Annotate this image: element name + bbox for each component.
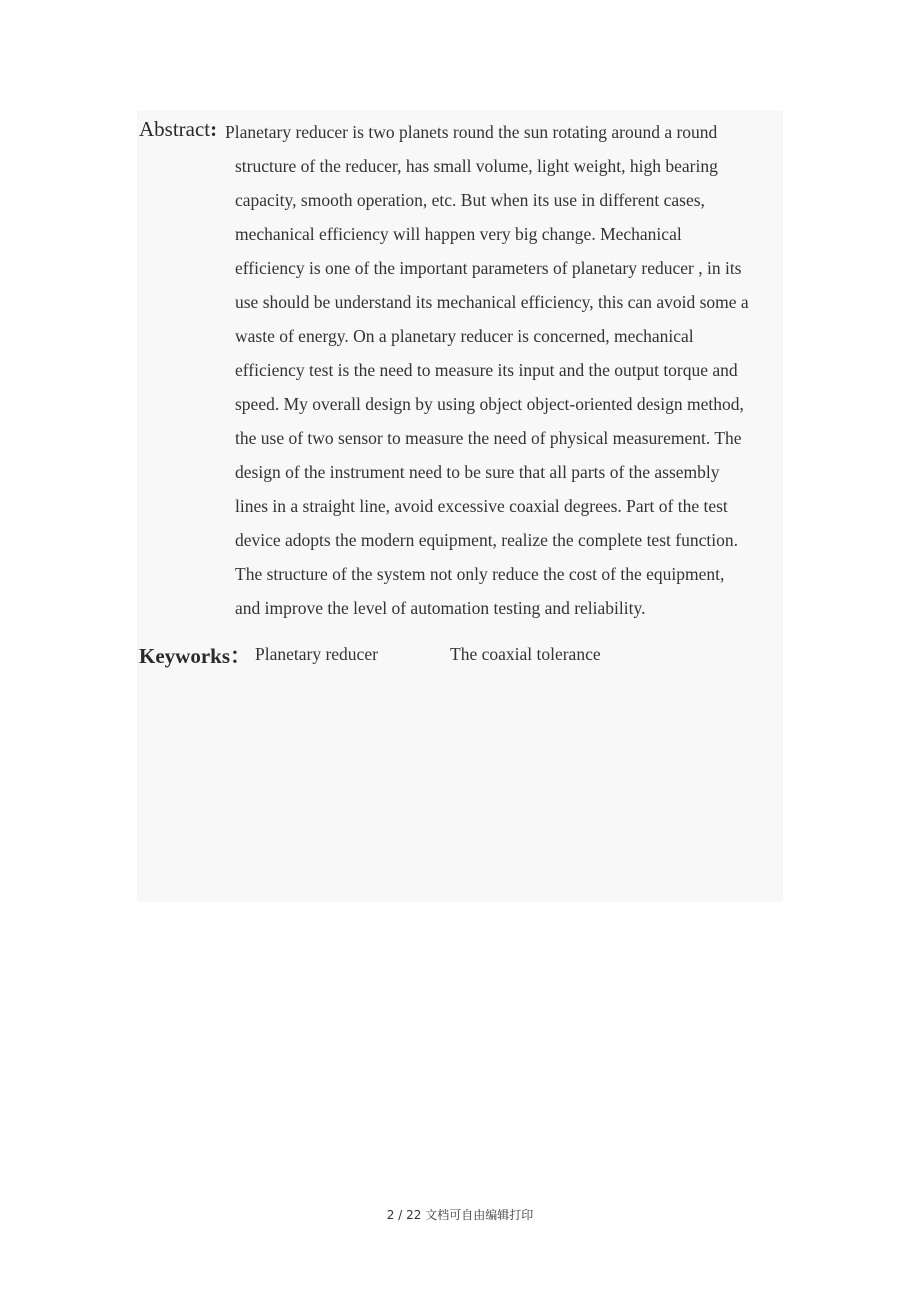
keyword-item: The coaxial tolerance	[450, 644, 601, 664]
abstract-heading	[139, 117, 217, 142]
keyword-item: Planetary reducer	[255, 644, 378, 664]
abstract-line: structure of the reducer, has small volume, light weight, high bearing	[235, 156, 718, 176]
abstract-line: waste of energy. On a planetary reducer is concerned, mechanical	[235, 326, 694, 346]
abstract-line: lines in a straight line, avoid excessive coaxial degrees. Part of the test	[235, 496, 728, 516]
abstract-label-text: Abstract	[139, 117, 211, 141]
keywords-heading: Keyworks：	[139, 644, 251, 668]
abstract-line: design of the instrument need to be sure that all parts of the assembly	[235, 462, 720, 482]
abstract-line: capacity, smooth operation, etc. But when its use in different cases,	[235, 190, 705, 210]
abstract-line: mechanical efficiency will happen very big change. Mechanical	[235, 224, 682, 244]
abstract-line: efficiency is one of the important parameters of planetary reducer , in its	[235, 258, 742, 278]
abstract-line: the use of two sensor to measure the need of physical measurement. The	[235, 428, 742, 448]
abstract-line: and improve the level of automation testing and reliability.	[235, 598, 646, 618]
abstract-line: use should be understand its mechanical efficiency, this can avoid some a	[235, 292, 749, 312]
page-footer: 2 / 22 文档可自由编辑打印	[386, 1208, 534, 1222]
abstract-line: Planetary reducer is two planets round the sun rotating around a round	[225, 122, 718, 142]
abstract-line: device adopts the modern equipment, realize the complete test function.	[235, 530, 738, 550]
abstract-line: speed. My overall design by using object object-oriented design method,	[235, 394, 744, 414]
abstract-line: The structure of the system not only reduce the cost of the equipment,	[235, 564, 725, 584]
abstract-line: efficiency test is the need to measure its input and the output torque and	[235, 360, 738, 380]
abstract-colon: :	[210, 117, 218, 141]
